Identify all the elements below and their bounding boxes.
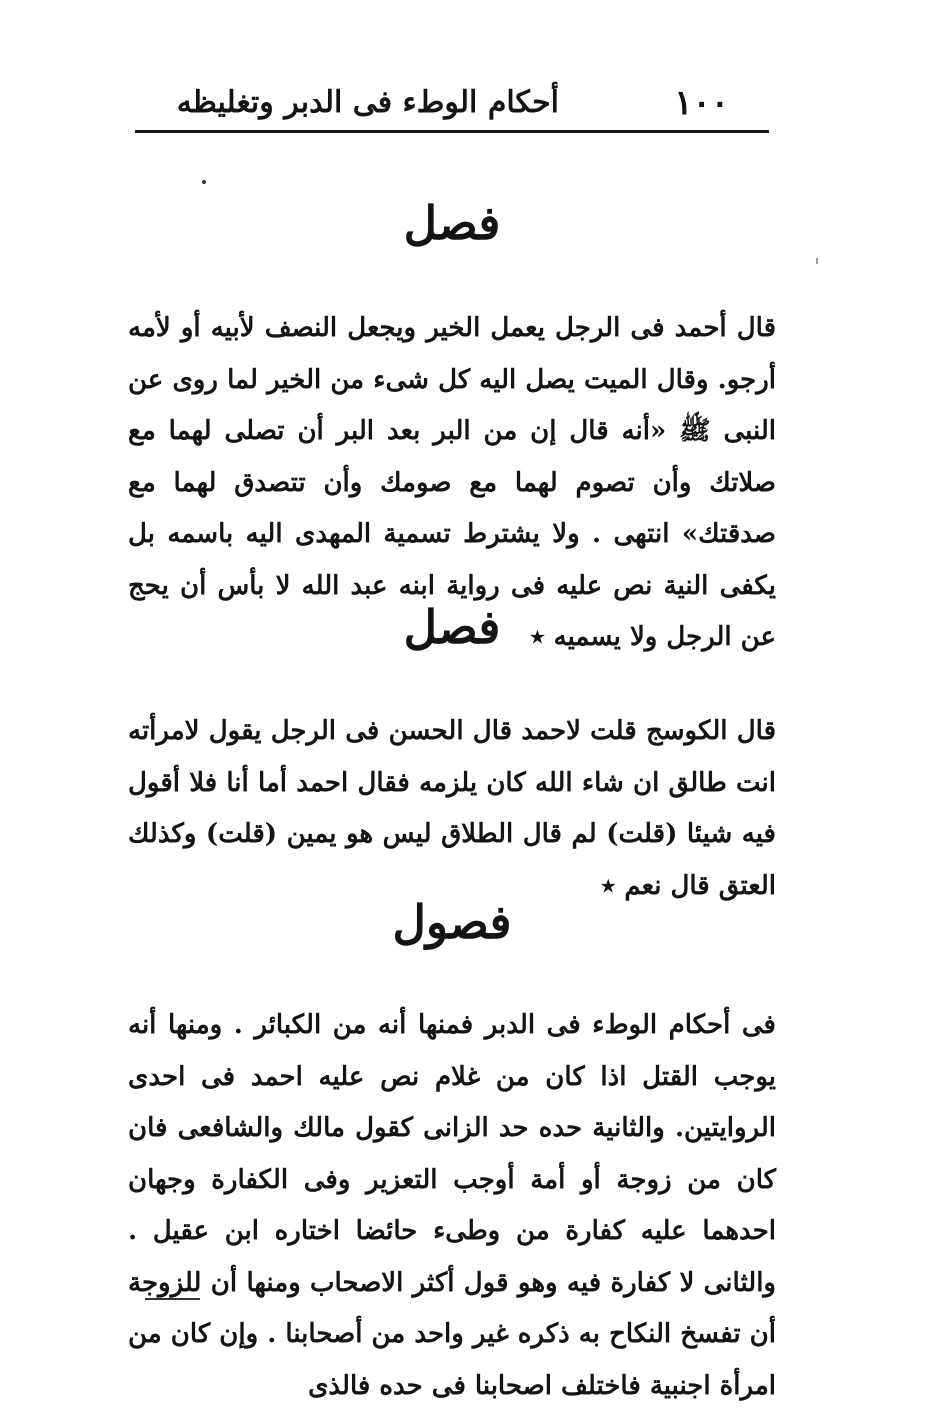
section-paragraph: قال الكوسج قلت لاحمد قال الحسن فى الرجل يقول لامرأته انت طالق ان شاء الله كان يلزمه فقال احمد أما أنا فلا أقول فيه شيئا (قلت) لم قال الطلاق ليس هو يمين (قلت) وكذلك العتق قال نعم ٭	[128, 716, 776, 901]
section-heading: فصول	[392, 895, 512, 949]
header-rule	[135, 130, 769, 133]
running-head	[135, 78, 769, 128]
running-title: أحكام الوطء فى الدبر وتغليظه	[176, 85, 559, 120]
ink-speck	[202, 180, 206, 184]
section-heading: فصل	[403, 600, 501, 654]
section-paragraph: قال أحمد فى الرجل يعمل الخير ويجعل النصف لأبيه أو لأمه أرجو. وقال الميت يصل اليه كل شىء من الخير لما روى عن النبى ﷺ «أنه قال إن من البر بعد البر أن تصلى لهما مع صلاتك وأن تصوم لهما مع صومك وأن تتصدق لهما مع صدقتك» انتهى . ولا يشترط تسمية المهدى اليه باسمه بل يكفى النية نص عليه فى رواية ابنه عبد الله لا بأس أن يحج عن الرجل ولا يسميه ٭	[128, 313, 776, 652]
footnote-rule	[145, 1298, 200, 1300]
section-paragraph: فى أحكام الوطء فى الدبر فمنها أنه من الكبائر . ومنها أنه يوجب القتل اذا كان من غلام نص عليه احمد فى احدى الروايتين. والثانية حده حد الزانى كقول مالك والشافعى فان كان من زوجة أو أمة أوجب التعزير وفى الكفارة وجهان احدهما عليه كفارة من وطىء حائضا اختاره ابن عقيل . والثانى لا كفارة فيه وهو قول أكثر الاصحاب ومنها أن للزوجة أن تفسخ النكاح به ذكره غير واحد من أصحابنا . وإن كان من امرأة اجنبية فاختلف اصحابنا فى حده فالذى	[128, 1010, 777, 1401]
section-heading: فصل	[403, 196, 501, 250]
page-number: ١٠٠	[674, 83, 729, 123]
ink-speck	[816, 258, 818, 264]
